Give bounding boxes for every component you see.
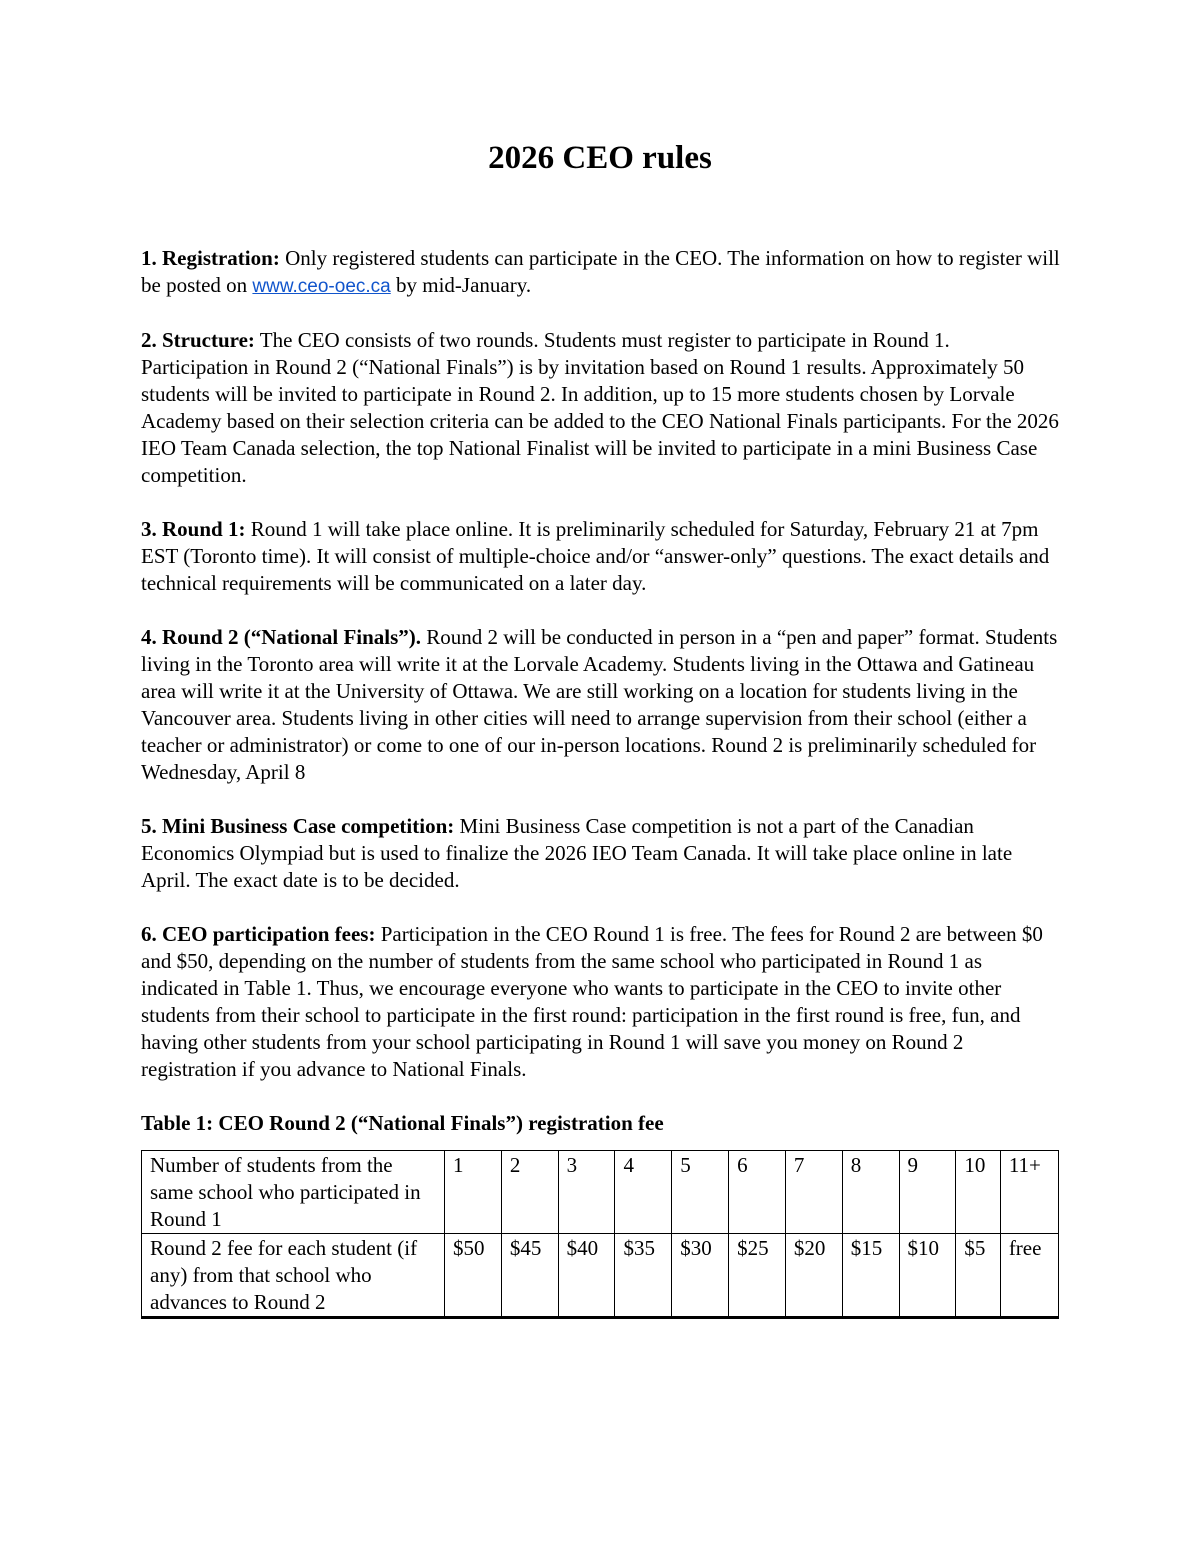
table-cell: $5	[956, 1234, 1001, 1318]
section-structure	[141, 327, 1061, 489]
section-round-2	[141, 624, 1061, 786]
table-cell: $40	[558, 1234, 615, 1318]
section-mini-business-case	[141, 813, 1061, 894]
table-cell: $30	[672, 1234, 729, 1318]
table-cell: 4	[615, 1151, 672, 1234]
website-link[interactable]: www.ceo-oec.ca	[252, 276, 391, 297]
table-cell: $10	[899, 1234, 956, 1318]
section-text: Round 1 will take place online. It is preliminarily scheduled for Saturday, February 21 at 7pm EST (Toronto time). It will consist of multiple-choice and/or “answer-only” questions. The exact details and technical requirements will be communicated on a later day.	[141, 517, 1050, 595]
table-cell: $20	[785, 1234, 842, 1318]
table-cell: 6	[729, 1151, 786, 1234]
table-cell: 11+	[1000, 1151, 1058, 1234]
section-text: The CEO consists of two rounds. Students must register to participate in Round 1. Participation in Round 2 (“National Finals”) is by invitation based on Round 1 results. Approximately 50 students will be invited to participate in Round 2. In addition, up to 15 more students chosen by Lorvale Academy based on their selection criteria can be added to the CEO National Finals participants. For the 2026 IEO Team Canada selection, the top National Finalist will be invited to participate in a mini Business Case competition.	[141, 328, 1059, 487]
table-cell: 7	[785, 1151, 842, 1234]
table-cell: 1	[445, 1151, 502, 1234]
section-round-1	[141, 516, 1061, 597]
table-cell: 10	[956, 1151, 1001, 1234]
fee-table	[141, 1150, 1059, 1319]
document-body	[141, 245, 1061, 1319]
section-text: by mid-January.	[390, 273, 532, 297]
table-cell: $25	[729, 1234, 786, 1318]
table-row	[142, 1151, 1059, 1234]
table-cell: 9	[899, 1151, 956, 1234]
table-cell: free	[1000, 1234, 1058, 1318]
table-cell: 2	[501, 1151, 558, 1234]
table-cell: $50	[445, 1234, 502, 1318]
section-text: Participation in the CEO Round 1 is free. The fees for Round 2 are between $0 and $50, depending on the number of students from the same school who participated in Round 1 as indicated in Table 1. Thus, we encourage everyone who wants to participate in the CEO to invite other students from their school to participate in the first round: participation in the first round is free, fun, and having other students from your school participating in Round 1 will save you money on Round 2 registration if you advance to National Finals.	[141, 922, 1043, 1081]
table-caption: Table 1: CEO Round 2 (“National Finals”) registration fee	[141, 1111, 664, 1135]
section-text: Only registered students can participate in the CEO. The information on how to register will be posted on	[141, 246, 1060, 297]
section-registration	[141, 245, 1061, 300]
section-text: Round 2 will be conducted in person in a “pen and paper” format. Students living in the Toronto area will write it at the Lorvale Academy. Students living in the Ottawa and Gatineau area will write it at the University of Ottawa. We are still working on a location for students living in the Vancouver area. Students living in other cities will need to arrange supervision from their school (either a teacher or administrator) or come to one of our in-person locations. Round 2 is preliminarily scheduled for Wednesday, April 8	[141, 625, 1058, 784]
section-heading: 1. Registration:	[141, 246, 280, 270]
table-cell: 3	[558, 1151, 615, 1234]
table-cell: $45	[501, 1234, 558, 1318]
row-label: Round 2 fee for each student (if any) from that school who advances to Round 2	[142, 1234, 445, 1318]
section-heading: 6. CEO participation fees:	[141, 922, 376, 946]
section-heading: 2. Structure:	[141, 328, 255, 352]
section-heading: 4. Round 2 (“National Finals”).	[141, 625, 422, 649]
table-cell: 5	[672, 1151, 729, 1234]
section-heading: 3. Round 1:	[141, 517, 246, 541]
table-cell: $15	[842, 1234, 899, 1318]
row-label: Number of students from the same school who participated in Round 1	[142, 1151, 445, 1234]
section-text: Mini Business Case competition is not a part of the Canadian Economics Olympiad but is used to finalize the 2026 IEO Team Canada. It will take place online in late April. The exact date is to be decided.	[141, 814, 1013, 892]
section-heading: 5. Mini Business Case competition:	[141, 814, 455, 838]
section-fees	[141, 921, 1061, 1083]
page-title: 2026 CEO rules	[488, 140, 712, 176]
table-cell: $35	[615, 1234, 672, 1318]
table-cell: 8	[842, 1151, 899, 1234]
table-row	[142, 1234, 1059, 1318]
